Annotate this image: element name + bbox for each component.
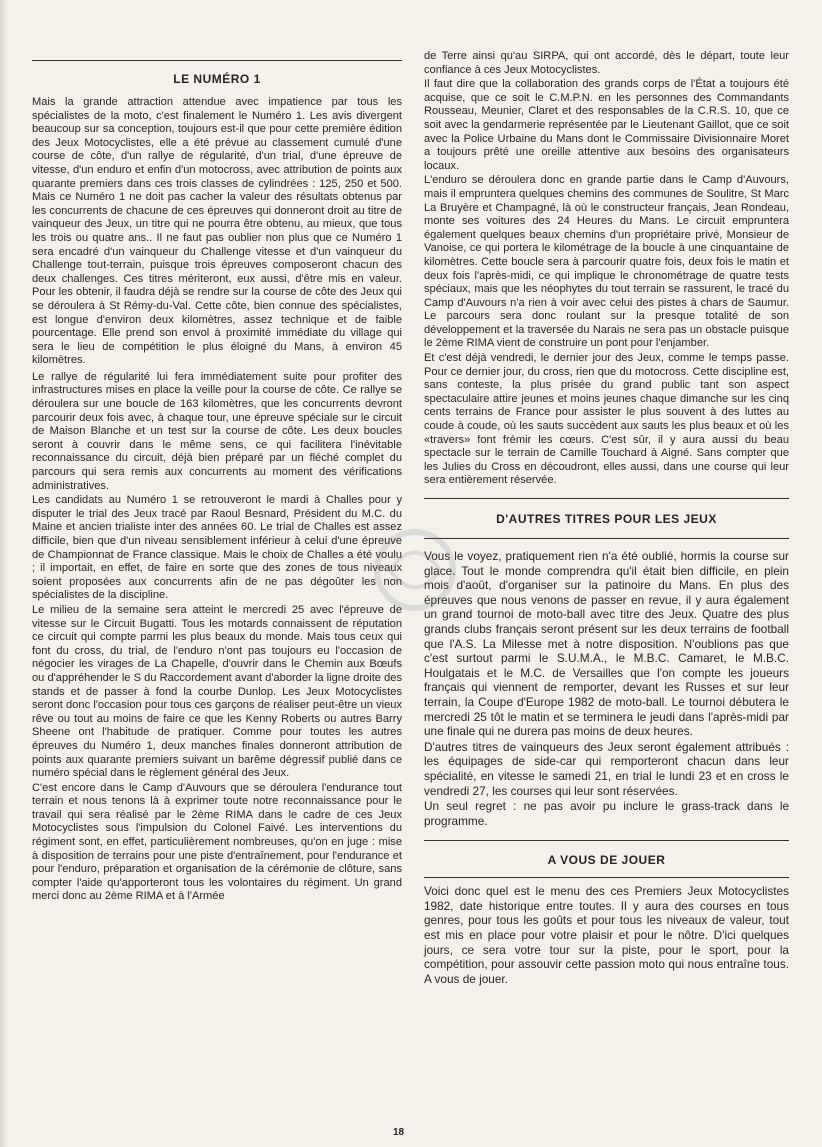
left-column: [32, 52, 402, 905]
section-title-a-vous-de-jouer: A VOUS DE JOUER: [424, 840, 789, 877]
paragraph: de Terre ainsi qu'au SIRPA, qui ont accordé, dès le départ, toute leur confiance à ces Jeux Motocyclistes.: [424, 50, 789, 76]
section-title-numero-1: LE NUMÉRO 1: [32, 60, 402, 96]
right-column: [424, 50, 789, 987]
page-number: 18: [393, 1127, 405, 1138]
paragraph: L'enduro se déroulera donc en grande partie dans le Camp d'Auvours, mais il empruntera quelques chemins des communes de Soulitre, St Marc La Bruyère et Champagné, là où le constructeur français, Jean Rondeau, monte ses voitures des 24 Heures du Mans. Le circuit empruntera également quelques beaux chemins d'un propriétaire privé, Monsieur de Vanoise, ce qui portera le kilométrage de la boucle à une cinquantaine de kilomètres. Cette boucle sera à parcourir quatre fois, deux fois le matin et deux fois l'après-midi, ce qui implique le chronométrage de quatre tests spéciaux, mais que les néophytes du tout terrain se rassurent, le tracé du Camp d'Auvours n'a rien à voir avec celui des pistes à chars de Saumur. Le parcours sera donc roulant sur la presque totalité de son développement et la traversée du Narais ne sera pas un obstacle puisque le 2ème RIMA vient de construire un pont pour l'enjamber.: [424, 174, 789, 350]
paragraph: Mais la grande attraction attendue avec impatience par tous les spécialistes de la moto, c'est finalement le Numéro 1. Les avis divergent beaucoup sur sa conception, toujours est-il que pour cette première édition des Jeux Motocyclistes, elle a été prévue au classement cumulé d'une course de côte, d'un rallye de régularité, d'un trial, d'une épreuve de vitesse, d'un enduro et enfin d'un motocross, avec attribution de points aux quarante premiers dans ces trois classes de cylindrées : 125, 250 et 500. Mais ce Numéro 1 ne doit pas cacher la valeur des résultats obtenus par les concurrents de chacune de ces épreuves qui donneront droit au titre de vainqueur des Jeux, un titre qui ne pourra être obtenu, au mieux, que tous les trois ou quatre ans.. Il ne faut pas oublier non plus que ce Numéro 1 sera encadré d'un vainqueur du Challenge vitesse et d'un vainqueur du Challenge tout-terrain, puisque trois épreuves composeront chacun des deux challenges. Ces titres mériteront, eux aussi, d'être mis en valeur. Pour les obtenir, il faudra déjà se rendre sur la course de côte des Jeux qui se déroulera à St Rémy-du-Val. Cette côte, bien connue des spécialistes, est longue d'environ deux kilomètres, assez technique et de faible pourcentage. Elle prend son envol à proximité immédiate du village qui sera le lieu de compétition le plus éloigné du Mans, à environ 45 kilomètres.: [32, 96, 402, 367]
paragraph: C'est encore dans le Camp d'Auvours que se déroulera l'endurance tout terrain et nous tenons là à exprimer toute notre reconnaissance pour le travail qui sera réalisé par le 2ème RIMA dans le cadre de ces Jeux Motocyclistes sous l'impulsion du Colonel Faivé. Les interventions du régiment sont, en effet, particulièrement nombreuses, qu'on en juge : mise à disposition de terrains pour une piste d'entraînement, pour l'endurance et pour l'enduro, préparation et organisation de la cérémonie de clôture, sans compter l'aide qu'apporteront tous les volontaires du régiment. Un grand merci donc au 2ème RIMA et à l'Armée: [32, 781, 402, 903]
section-title-autres-titres: D'AUTRES TITRES POUR LES JEUX: [424, 498, 789, 539]
paragraph: Un seul regret : ne pas avoir pu inclure le grass-track dans le programme.: [424, 799, 789, 828]
paragraph: D'autres titres de vainqueurs des Jeux seront également attribués : les équipages de side-car qui remporteront chacun dans leur spécialité, en vitesse le samedi 21, en trial le lundi 23 et en cross le vendredi 27, les courses qui leur sont réservées.: [424, 739, 789, 798]
paragraph: Et c'est déjà vendredi, le dernier jour des Jeux, comme le temps passe. Pour ce dernier jour, du cross, rien que du motocross. Cette discipline est, sans conteste, la plus prisée du grand public tant son aspect spectaculaire attire jeunes et moins jeunes chaque dimanche sur les cinq cents terrains de France pour assister le plus souvent à des luttes au coude à coude, où les sauts succèdent aux sauts les plus beaux et où les «travers» font frémir les cœurs. C'est sûr, il y aura aussi du beau spectacle sur le terrain de Camille Touchard à Aigné. Sans compter que les Julies du Cross en découdront, elles aussi, dans une course qui leur sera entièrement réservée.: [424, 352, 789, 487]
paragraph: Il faut dire que la collaboration des grands corps de l'État a toujours été acquise, que ce soit le C.M.P.N. en les personnes des Commandants Rousseau, Meunier, Claret et des responsables de la C.R.S. 10, que ce soit avec la gendarmerie représentée par le Lieutenant Gaillot, que ce soit avec la Police Urbaine du Mans dont le Commissaire Divisionnaire Moret a toujours prêté une oreille attentive aux besoins des organisateurs locaux.: [424, 78, 789, 172]
paragraph: Le rallye de régularité lui fera immédiatement suite pour profiter des infrastructures mises en place la veille pour la course de côte. Ce rallye se déroulera sur une boucle de 163 kilomètres, que les concurrents devront parcourir deux fois avec, à chaque tour, une épreuve spéciale sur le circuit de Maison Blanche et un test sur la course de côte. Les deux boucles seront à couvrir dans le même sens, ce qui facilitera l'inévitable reconnaissance du circuit, déjà bien préparé par un fléché complet du parcours qui sera remis aux concurrents au moment des vérifications administratives.: [32, 370, 402, 492]
paragraph: Voici donc quel est le menu des ces Premiers Jeux Motocyclistes 1982, date historique entre toutes. Il y aura des courses en tous genres, pour tous les goûts et pour tous les niveaux de valeur, tout est mis en place pour votre plaisir et pour le nôtre. D'ici quelques jours, ce sera votre tour sur la piste, pour le sport, pour la compétition, pour assouvir cette passion moto qui nous entraîne tous. A vous de jouer.: [424, 884, 789, 986]
page-spine-shadow: [0, 0, 8, 1147]
paragraph: Vous le voyez, pratiquement rien n'a été oublié, hormis la course sur glace. Tout le monde comprendra qu'il était bien difficile, en plein mois d'août, d'organiser sur la patinoire du Mans. En plus des épreuves que nous venons de passer en revue, il y aura également un grand tournoi de moto-ball avec titre des Jeux. Quatre des plus grands clubs français seront présent sur les deux terrains de football que l'A.S. La Milesse met à notre disposition. N'oublions pas que c'est surtout parmi le S.U.M.A., le M.B.C. Camaret, le M.B.C. Houlgatais et le M.C. de Versailles que l'on compte les joueurs français qui viennent de remporter, devant les Russes et sur leur terrain, la Coupe d'Europe 1982 de moto-ball. Le tournoi débutera le mercredi 25 tôt le matin et se terminera le jeudi dans l'après-midi par une finale qui ne durera pas moins de deux heures.: [424, 549, 789, 739]
paragraph: Le milieu de la semaine sera atteint le mercredi 25 avec l'épreuve de vitesse sur le Circuit Bugatti. Tous les motards connaissent de réputation ce circuit qui compte parmi les plus beaux du monde. Mais tous ceux qui font du cross, du trial, de l'enduro n'ont pas toujours eu l'occasion de négocier les virages de La Chapelle, d'ouvrir dans le Chemin aux Bœufs ou d'appréhender le S du Raccordement avant d'aborder la ligne droite des stands et de passer à fond la courbe Dunlop. Les Jeux Motocyclistes seront donc l'occasion pour tous ces garçons de réaliser peut-être un vieux rêve ou tout au moins de faire ce que les Kenny Roberts ou autres Barry Sheene ont l'habitude de pratiquer. Comme pour toutes les autres épreuves du Numéro 1, deux manches finales donneront attribution de points aux quarante premiers suivant un barême dégressif publié dans ce numéro spécial dans le règlement général des Jeux.: [32, 603, 402, 780]
paragraph: Les candidats au Numéro 1 se retrouveront le mardi à Challes pour y disputer le trial des Jeux tracé par Raoul Besnard, Président du M.C. du Maine et ancien trialiste inter des années 60. Le trial de Challes est assez difficile, bien que d'un niveau sensiblement inférieur à celui d'une épreuve de Championnat de France classique. Mais le choix de Challes a été voulu ; il importait, en effet, de faire en sorte que des zones de tous niveaux soient proposées aux concurrents afin de ne pas dégoûter les non spécialistes de la discipline.: [32, 494, 402, 602]
